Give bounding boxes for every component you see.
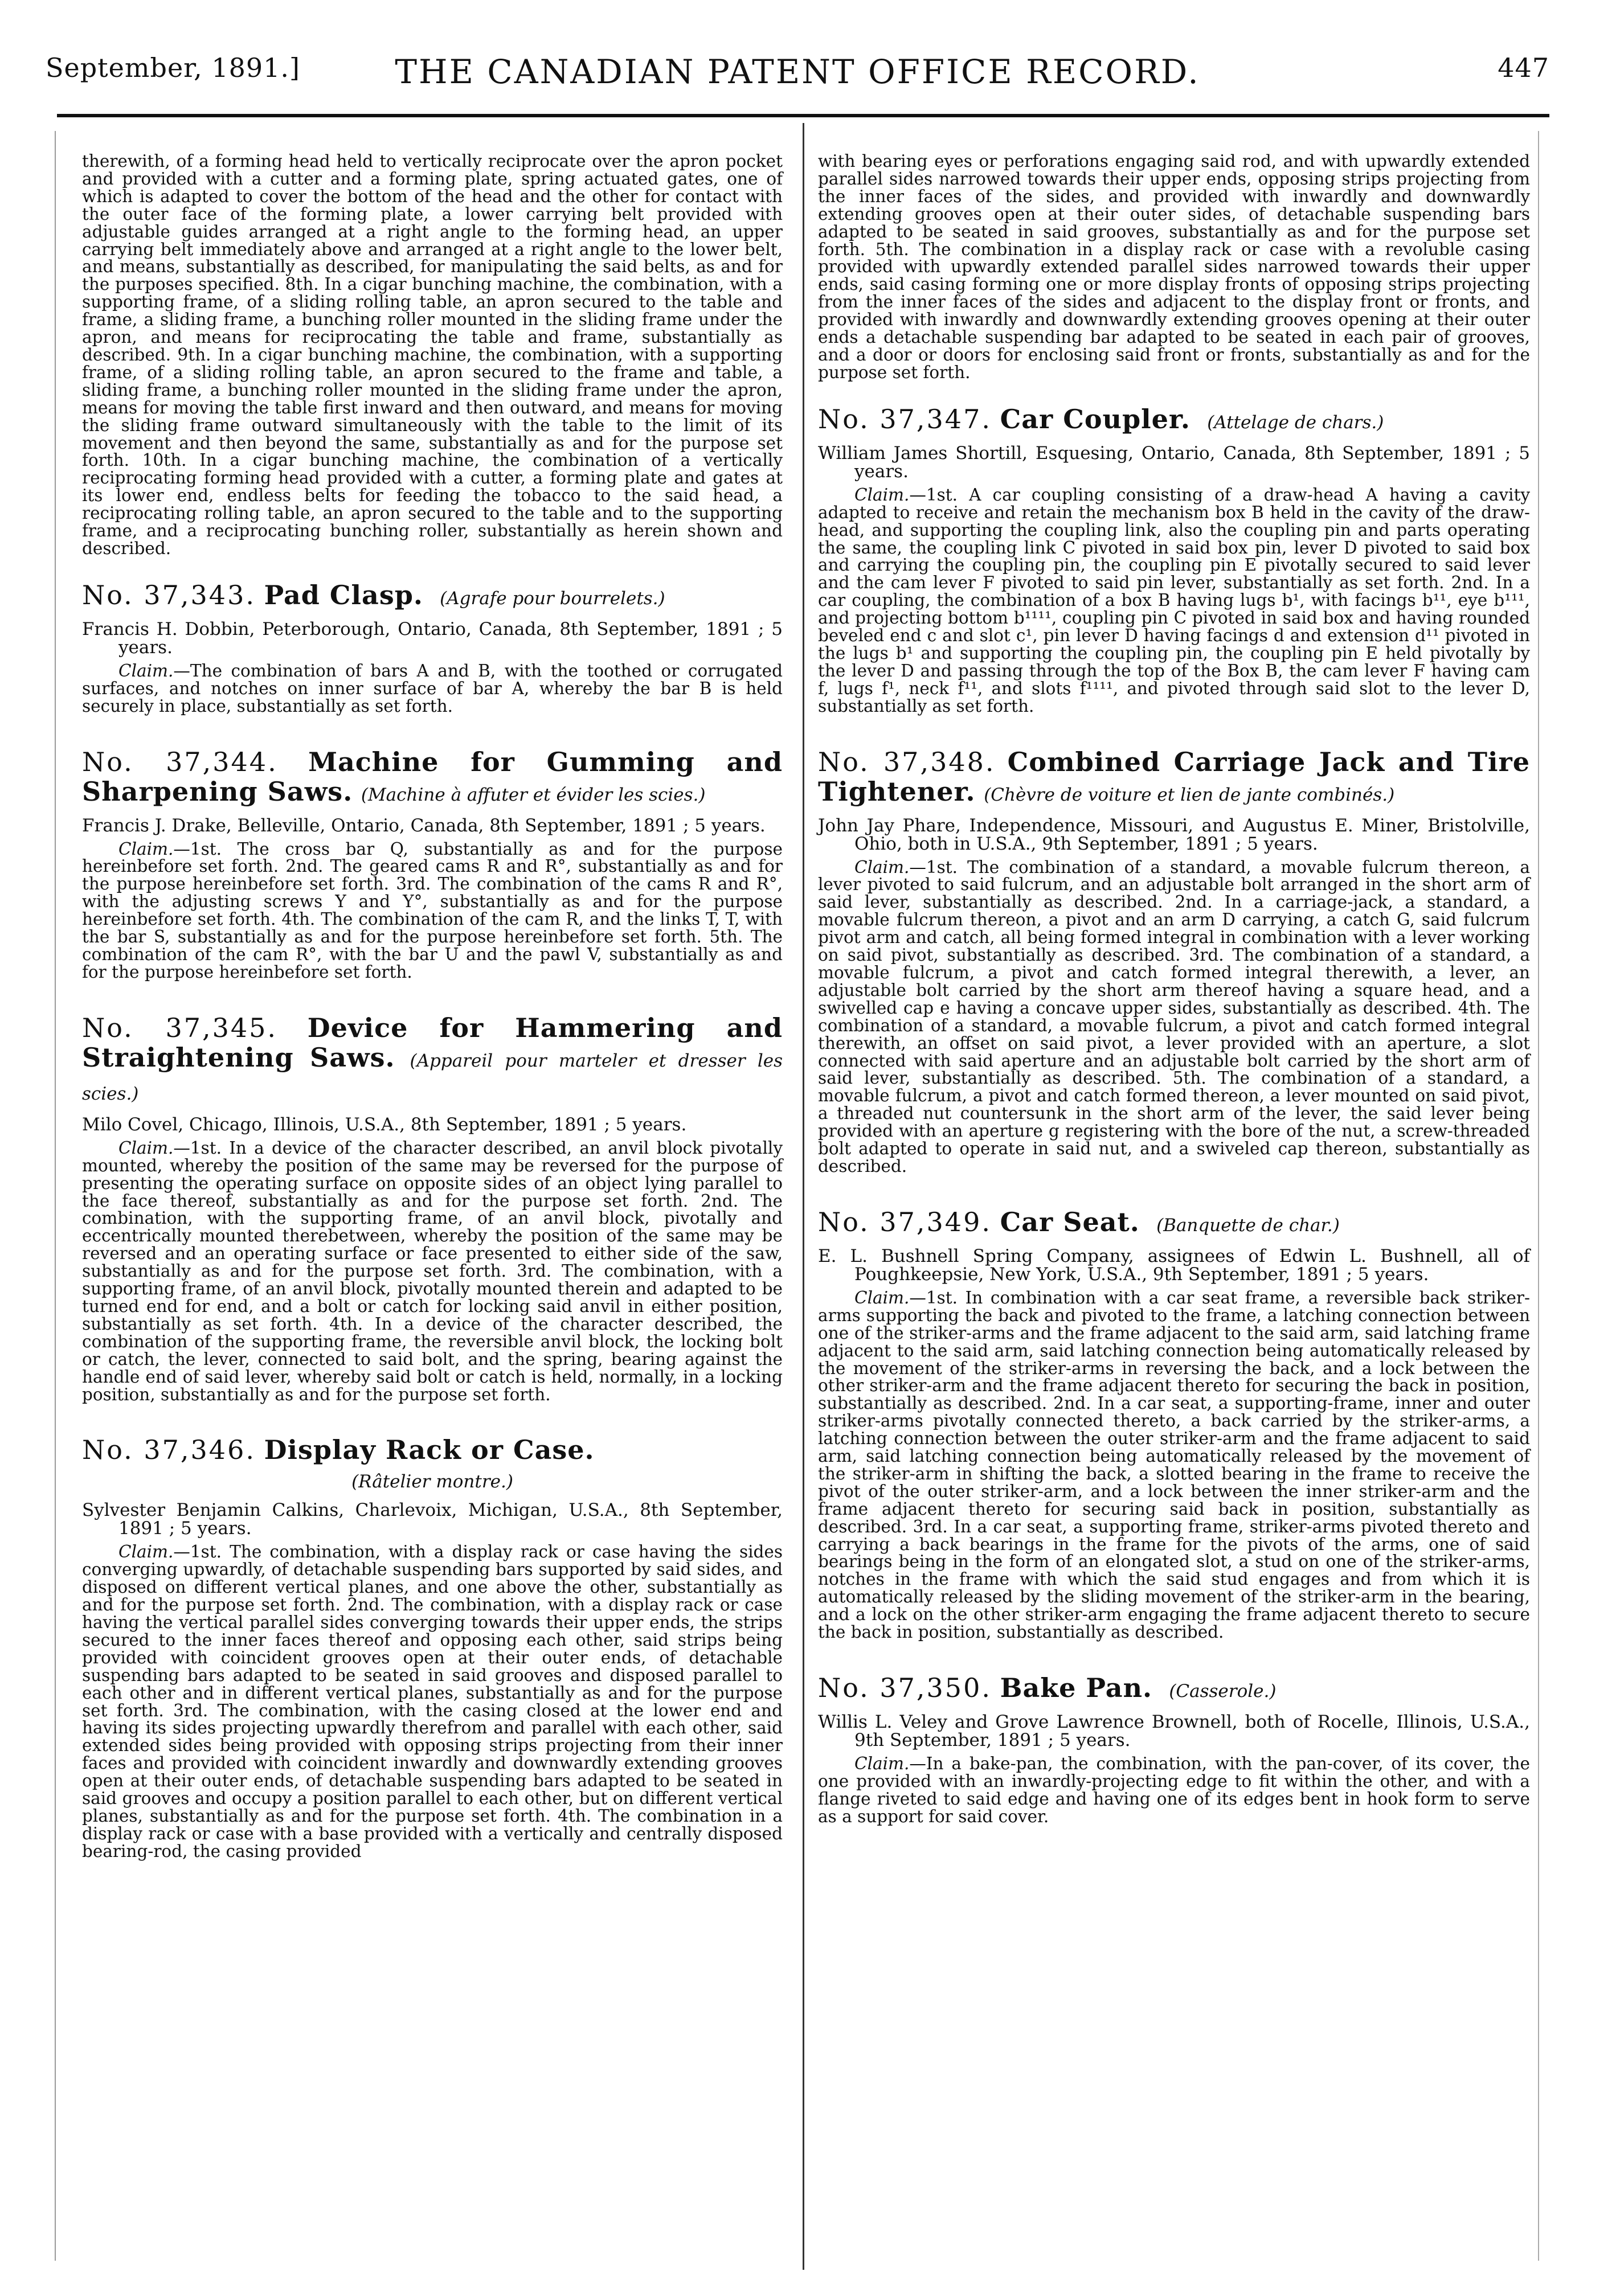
- french-title: (Appareil pour marteler et dresser les scies.): [82, 1050, 783, 1104]
- claim-text: [82, 1543, 783, 1860]
- patent-number: No. 37,345.: [82, 1012, 278, 1043]
- patent-heading-37348: [818, 747, 1530, 810]
- patentee: Sylvester Benjamin Calkins, Charlevoix, Michigan, U.S.A., 8th September, 1891 ; 5 years.: [82, 1500, 783, 1539]
- claim-text: [82, 1139, 783, 1404]
- left-column: [82, 153, 783, 1860]
- claim-text: [818, 1289, 1530, 1641]
- patent-name: Bake Pan.: [1000, 1672, 1153, 1703]
- patent-heading-37343: [82, 580, 783, 613]
- claim-label: Claim.: [118, 1138, 174, 1158]
- claim-body: —1st. In a device of the character described, an anvil block pivotally mounted, whereby the position of the same may be reversed for the purpose of presenting the operating surface on opposite sides of an object lying parallel to the face thereof, substantially as and for the purpose set forth. 2nd. The combination, with the supporting frame, of an anvil block, pivotally and eccentrically mounted therebetween, whereby the position of the same may be reversed and an operating surface or face presented to either side of the saw, substantially as and for the purpose set forth. 3rd. The combination, with a supporting frame, of an anvil block, pivotally mounted therein and adapted to be turned end for end, and a bolt or catch for locking said anvil in either position, substantially as set forth. 4th. In a device of the character described, the combination of the supporting frame, the reversible anvil block, the locking bolt or catch, the lever, connected to said bolt, and the spring, bearing against the handle end of said lever, whereby said bolt or catch is held, normally, in a locking position, substantially as and for the purpose set forth.: [82, 1138, 783, 1404]
- french-title: (Râtelier montre.): [351, 1471, 513, 1493]
- issue-date: September, 1891.]: [46, 52, 300, 83]
- claim-body: —1st. The combination, with a display rack or case having the sides converging upwardly, of detachable suspending bars supported by said sides, and disposed on different vertical planes, and one above the other, substantially as and for the purpose set forth. 2nd. The combination, with a display rack or case having the vertical parallel sides converging towards their upper ends, the strips secured to the inner faces thereof and opposing each other, said strips being provided with coincident grooves open at their outer ends, of detachable suspending bars adapted to be seated in said grooves and disposed parallel to each other and in different vertical planes, substantially as and for the purpose set forth. 3rd. The combination, with the casing closed at the lower end and having its sides projecting upwardly therefrom and parallel with each other, said extended sides being provided with opposing strips projecting from their inner faces and provided with coincident inwardly and downwardly extending grooves open at their outer ends, of detachable suspending bars adapted to be seated in said grooves and occupy a position parallel to each other, but on different vertical planes, substantially as and for the purpose set forth. 4th. The combination in a display rack or case with a base provided with a vertically and centrally disposed bearing-rod, the casing provided: [82, 1542, 783, 1861]
- patentee: E. L. Bushnell Spring Company, assignees of Edwin L. Bushnell, all of Poughkeepsie, New York, U.S.A., 9th September, 1891 ; 5 years.: [818, 1245, 1530, 1285]
- patent-number: No. 37,349.: [818, 1206, 992, 1237]
- patent-heading-37344: [82, 747, 783, 810]
- page-number: 447: [1498, 52, 1549, 83]
- publication-title: THE CANADIAN PATENT OFFICE RECORD.: [395, 52, 1200, 91]
- patent-number: No. 37,348.: [818, 746, 996, 777]
- header-rule: [57, 114, 1549, 117]
- patent-heading-37349: [818, 1207, 1530, 1240]
- patent-name: Car Seat.: [1000, 1206, 1140, 1237]
- patent-number: No. 37,346.: [82, 1434, 256, 1466]
- patent-name: Combined Carriage Jack and Tire Tightener.: [818, 746, 1530, 807]
- patent-name: Machine for Gumming and Sharpening Saws.: [82, 746, 783, 807]
- patentee: William James Shortill, Esquesing, Ontario, Canada, 8th September, 1891 ; 5 years.: [818, 442, 1530, 482]
- claim-label: Claim.: [854, 485, 910, 505]
- claim-label: Claim.: [854, 857, 910, 877]
- claim-label: Claim.: [854, 1288, 910, 1307]
- patent-number: No. 37,350.: [818, 1672, 992, 1703]
- claim-body: —In a bake-pan, the combination, with the pan-cover, of its cover, the one provided with an inwardly-projecting edge to fit within the other, and with a flange riveted to said edge and having one of its edges bent in hook form to serve as a support for said cover.: [818, 1754, 1530, 1826]
- column-divider: [803, 123, 804, 2270]
- patent-number: No. 37,347.: [818, 403, 992, 434]
- claim-body: —1st. The combination of a standard, a movable fulcrum thereon, a lever pivoted to said fulcrum, and an adjustable bolt arranged in the short arm of said lever, substantially as described. 2nd. In a carriage-jack, a standard, a movable fulcrum thereon, a pivot and an arm D carrying, a catch G, said fulcrum pivot arm and catch, all being formed integral in combination with a lever working on said pivot, substantially as described. 3rd. The combination of a standard, a movable fulcrum, a pivot and catch formed integral therewith, a lever, an adjustable bolt carried by the short arm thereof having a square head, and a swivelled cap e having a concave upper sides, substantially as described. 4th. The combination of a standard, a movable fulcrum, a pivot and catch formed integral therewith, an offset on said pivot, a lever provided with an aperture, a slot connected with said aperture and an adjustable bolt carried by the short arm of said lever, substantially as described. 5th. The combination of a standard, a movable fulcrum, a pivot and catch formed thereon, a lever mounted on said pivot, a threaded nut countersunk in the short arm of the lever, the said lever being provided with an aperture g registering with the bore of the nut, a screw-threaded bolt adapted to operate in said nut, and a swiveled cap thereon, substantially as described.: [818, 857, 1530, 1176]
- french-title: (Banquette de char.): [1156, 1215, 1340, 1236]
- patent-name: Car Coupler.: [1000, 403, 1191, 434]
- continued-claim-text: with bearing eyes or perforations engaging said rod, and with upwardly extended parallel sides narrowed towards their upper ends, opposing strips projecting from the inner faces of the sides, and provided with inwardly and downwardly extending grooves open at their outer sides, of detachable suspending bars adapted to be seated in said grooves, substantially as and for the purpose set forth. 5th. The combination in a display rack or case with a revoluble casing provided with upwardly extended parallel sides narrowed towards their upper ends, said casing forming one or more display fronts of opposing strips projecting from the inner faces of the sides and adjacent to the display front or fronts, and provided with inwardly and downwardly extending grooves opening at their outer ends a detachable suspending bar adapted to be seated in each pair of grooves, and a door or doors for enclosing said front or fronts, substantially as and for the purpose set forth.: [818, 151, 1530, 382]
- patentee: Milo Covel, Chicago, Illinois, U.S.A., 8th September, 1891 ; 5 years.: [82, 1114, 687, 1135]
- french-title: (Casserole.): [1169, 1681, 1277, 1702]
- right-column: [818, 153, 1530, 1826]
- claim-label: Claim.: [118, 1542, 174, 1562]
- patentee: Willis L. Veley and Grove Lawrence Brownell, both of Rocelle, Illinois, U.S.A., 9th September, 1891 ; 5 years.: [818, 1712, 1530, 1750]
- patent-number: No. 37,344.: [82, 746, 278, 777]
- patent-heading-37346: [82, 1435, 783, 1465]
- claim-body: —1st. The cross bar Q, substantially as and for the purpose hereinbefore set forth. 2nd. The geared cams R and R°, substantially as and for the purpose hereinbefore set forth. 3rd. The combination of the cams R and R°, with the adjusting screws Y and Y°, substantially as and for the purpose hereinbefore set forth. 4th. The combination of the cam R, and the links T, T, with the bar S, substantially as and for the purpose hereinbefore set forth. 5th. The combination of the cam R°, with the bar U and the pawl V, substantially as and for the purpose hereinbefore set forth.: [82, 839, 783, 982]
- patentee: John Jay Phare, Independence, Missouri, and Augustus E. Miner, Bristolville, Ohio, both in U.S.A., 9th September, 1891 ; 5 years.: [818, 815, 1530, 854]
- patent-name: Device for Hammering and Straightening Saws.: [82, 1012, 783, 1073]
- patentee: Francis J. Drake, Belleville, Ontario, Canada, 8th September, 1891 ; 5 years.: [82, 815, 766, 836]
- claim-text: [818, 859, 1530, 1175]
- french-title: (Machine à affuter et évider les scies.): [361, 784, 706, 805]
- left-edge-rule: [55, 131, 56, 2261]
- french-title: (Chèvre de voiture et lien de jante combinés.): [984, 784, 1395, 805]
- claim-text: [818, 486, 1530, 715]
- patent-heading-37350: [818, 1673, 1530, 1706]
- claim-body: —The combination of bars A and B, with the toothed or corrugated surfaces, and notches on inner surface of bar A, whereby the bar B is held securely in place, substantially as set forth.: [82, 661, 783, 716]
- french-title: (Agrafe pour bourrelets.): [440, 588, 665, 609]
- patent-heading-37347: [818, 404, 1530, 437]
- patent-name: Pad Clasp.: [264, 579, 423, 610]
- claim-label: Claim.: [854, 1754, 910, 1773]
- patentee: Francis H. Dobbin, Peterborough, Ontario, Canada, 8th September, 1891 ; 5 years.: [82, 618, 783, 658]
- patent-name: Display Rack or Case.: [264, 1434, 595, 1466]
- right-edge-rule: [1538, 131, 1539, 2261]
- patent-heading-37345: [82, 1013, 783, 1109]
- claim-text: [82, 662, 783, 715]
- french-title: (Attelage de chars.): [1207, 412, 1384, 433]
- claim-body: —1st. A car coupling consisting of a draw-head A having a cavity adapted to receive and retain the mechanism box B held in the cavity of the draw-head, and supporting the coupling link, also the coupling pin and parts operating the same, the coupling link C pivoted in said box pin, lever D pivoted to said box and carrying the coupling pin, the coupling pin E pivotally secured to said lever and the cam lever F pivoted to said pin lever, substantially as set forth. 2nd. In a car coupling, the combination of a box B having lugs b¹, with facings b¹¹, eye b¹¹¹, and projecting bottom b¹¹¹¹, coupling pin C pivoted in said box and having rounded beveled end c and slot c¹, pin lever D having facings d and extension d¹¹ pivoted in the lugs b¹ and supporting the coupling pin, the coupling pin E held pivotally by the lever D and passing through the top of the Box B, the cam lever F having cam f, lugs f¹, neck f¹¹, and slots f¹¹¹¹, and pivoted through said slot to the lever D, substantially as set forth.: [818, 485, 1530, 716]
- claim-label: Claim.: [118, 661, 174, 680]
- continued-claim-text: therewith, of a forming head held to vertically reciprocate over the apron pocket and provided with a cutter and a forming plate, spring actuated gates, one of which is adapted to cover the bottom of the head and the other for contact with the outer face of the forming plate, a lower carrying belt provided with adjustable guides arranged at a right angle to the forming head, an upper carrying belt immediately above and arranged at a right angle to the lower belt, and means, substantially as described, for manipulating the said belts, as and for the purposes specified. 8th. In a cigar bunching machine, the combination, with a supporting frame, of a sliding rolling table, an apron secured to the table and frame, a sliding frame, a bunching roller mounted in the sliding frame under the apron, and means for reciprocating the table and frame, substantially as described. 9th. In a cigar bunching machine, the combination, with a supporting frame, of a sliding rolling table, an apron secured to the frame and table, a sliding frame, a bunching roller mounted in the sliding frame under the apron, means for moving the table first inward and then outward, and means for moving the sliding frame outward simultaneously with the table to the limit of its movement and then beyond the same, substantially as and for the purpose set forth. 10th. In a cigar bunching machine, the combination of a vertically reciprocating forming head provided with a cutter, a forming plate and gates at its lower end, endless belts for feeding the tobacco to the said head, a reciprocating rolling table, an apron secured to the table and to the supporting frame, and a reciprocating bunching roller, substantially as herein shown and described.: [82, 151, 783, 558]
- claim-label: Claim.: [118, 839, 174, 859]
- claim-text: [818, 1755, 1530, 1826]
- patent-number: No. 37,343.: [82, 579, 256, 610]
- claim-text: [82, 840, 783, 981]
- claim-body: —1st. In combination with a car seat frame, a reversible back striker-arms supporting the back and pivoted to the frame, a latching connection between one of the striker-arms and the frame adjacent to the said arm, said latching frame adjacent to the said arm, said latching connection being automatically released by the movement of the striker-arms in reversing the back, and a lock between the other striker-arm and the frame adjacent thereto for securing the back in position, substantially as described. 2nd. In a car seat, a supporting-frame, inner and outer striker-arms pivotally connected thereto, a back carried by the striker-arms, a latching connection between the outer striker-arm and the frame adjacent to said arm, said latching connection being automatically released by the movement of the striker-arm in shifting the back, a slotted bearing in the frame to receive the pivot of the outer striker-arm, and a lock between the inner striker-arm and the frame adjacent thereto for securing said back in position, substantially as described. 3rd. In a car seat, a supporting frame, striker-arms pivoted thereto and carrying a back bearings in the frame for the pivots of the arms, one of said bearings being in the form of an elongated slot, a stud on one of the striker-arms, notches in the frame with which the said stud engages and from which it is automatically released by the sliding movement of the striker-arm in the bearing, and a lock on the other striker-arm engaging the frame adjacent thereto to secure the back in position, substantially as described.: [818, 1288, 1530, 1642]
- page-header: [46, 52, 1549, 92]
